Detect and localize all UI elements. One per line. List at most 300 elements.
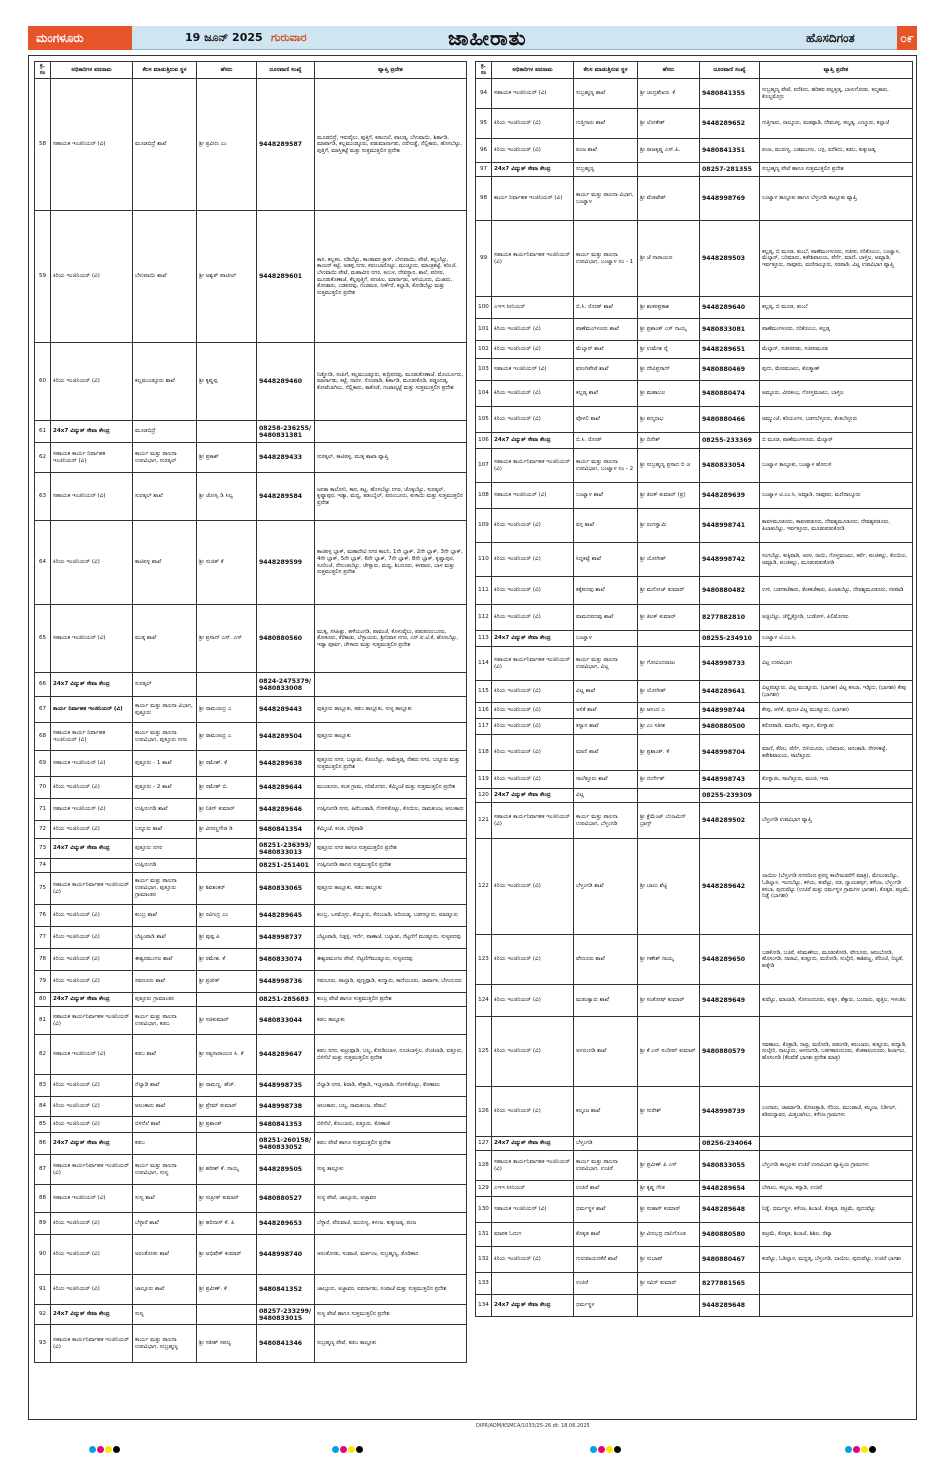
row-designation-cell: ಸಹಾಯಕ ಕಾರ್ಯನಿರ್ವಾಹಕ ಇಂಜಿನಿಯರ್ (ವಿ) xyxy=(492,803,574,839)
row-workplace-cell: ಉಜಿರೆ xyxy=(574,1273,638,1295)
row-workplace-cell: ಕಡಬ ಶಾಖೆ xyxy=(133,1035,197,1075)
table-row xyxy=(476,407,913,433)
row-sl-cell: 67 xyxy=(35,697,51,723)
row-name-cell: ಶ್ರೀ ಸುರೇಶ್ xyxy=(638,1087,700,1137)
header-designation: ಅಧಿಕಾರಿಗಳ ಪದನಾಮ xyxy=(492,62,574,79)
row-phone-cell: 08255-233369 xyxy=(700,433,760,449)
table-row xyxy=(35,1275,467,1305)
row-area-cell: ಬಿ ಮೂಡ, ಪಾಣೆಮಂಗಳೂರು, ಮೆಲ್ಕಾರ್ xyxy=(760,433,913,449)
row-workplace-cell: ಸವಣೂರು ಶಾಖೆ xyxy=(133,971,197,993)
row-sl-cell: 74 xyxy=(35,859,51,873)
yellow-dot xyxy=(105,1446,112,1453)
row-workplace-cell: ಕಾರ್ಯ ಮತ್ತು ಪಾಲನಾ ಉಪವಿಭಾಗ, ಸುಬ್ರಹ್ಮಣ್ಯ xyxy=(133,1325,197,1363)
table-row xyxy=(476,1273,913,1295)
row-workplace-cell: ಉಪ್ಪಿನಂಗಡಿ xyxy=(133,859,197,873)
row-sl-cell: 94 xyxy=(476,79,492,109)
row-name-cell: ಶ್ರೀ ಸಂತೋಷ್ ಕುಮಾರ್ xyxy=(638,985,700,1017)
row-designation-cell: ಸಹಾಯಕ ಕಾರ್ಯನಿರ್ವಾಹಕ ಇಂಜಿನಿಯರ್ (ವಿ) xyxy=(51,873,133,905)
row-name-cell: ಶ್ರೀ ಪದ್ಮನಾಭ xyxy=(638,407,700,433)
row-workplace-cell: ಬಿ.ಸಿ. ರೋಡ್ xyxy=(574,433,638,449)
row-phone-cell: 9448289642 xyxy=(700,839,760,935)
row-designation-cell: ಕಿರಿಯ ಇಂಜಿನಿಯರ್ (ವಿ) xyxy=(492,839,574,935)
row-workplace-cell: ಬಿಳಿನೆಲೆ ಶಾಖೆ xyxy=(133,1117,197,1133)
row-sl-cell: 115 xyxy=(476,681,492,703)
row-name-cell: ಶ್ರೀ ಹರಿದಾಸ್ ಕೆ. ಪಿ xyxy=(197,1213,257,1235)
cyan-dot xyxy=(332,1446,339,1453)
row-workplace-cell: ಫರಂಗಿಪೇಟೆ ಶಾಖೆ xyxy=(574,359,638,381)
row-designation-cell: ಮಾಪಕ ಓದುಗ xyxy=(492,1223,574,1247)
row-name-cell: ಶ್ರೀ ರಾಜಕೃಷ್ಣ ಎಸ್.ಪಿ. xyxy=(638,139,700,163)
table-row xyxy=(476,1295,913,1317)
row-designation-cell: ಕಿರಿಯ ಇಂಜಿನಿಯರ್ (ವಿ) xyxy=(492,139,574,163)
row-name-cell: ಶ್ರೀ ಅಭಿಷೇಕ್ ಕುಮಾರ್ xyxy=(197,1235,257,1275)
row-area-cell: ಕುವೆಟ್ಟು, ಓಡಿಲ್ನಾಳ, ಮದ್ದಡ್ಕ, ಬೆಳ್ತಂಗಡಿ, ಲಾಯಿಲ, ಪುದುವೆಟ್ಟು, ಉಜಿರೆ ಭಾಗಶಃ xyxy=(760,1247,913,1273)
row-name-cell: ಶ್ರೀ ದಿನೇಶ್ xyxy=(638,433,700,449)
row-sl-cell: 106 xyxy=(476,433,492,449)
row-phone-cell: 08258-236255/ 9480831381 xyxy=(257,421,315,443)
row-designation-cell: ಸಹಾಯಕ ಇಂಜಿನಿಯರ್ (ವಿ) xyxy=(51,605,133,673)
row-sl-cell: 79 xyxy=(35,971,51,993)
row-phone-cell: 9448289638 xyxy=(257,751,315,777)
row-designation-cell: ಕಿರಿಯ ಇಂಜಿನಿಯರ್ (ವಿ) xyxy=(51,211,133,343)
table-row xyxy=(35,751,467,777)
row-phone-cell: 08251-236393/ 9480833013 xyxy=(257,839,315,859)
row-name-cell: ಶ್ರೀ ನಿತಿನ್ ಕುಮಾರ್ xyxy=(197,799,257,821)
row-designation-cell: ಎಇಇ ಸೀನಿಯರ್ xyxy=(492,297,574,319)
row-name-cell: ಶ್ರೀ ವೀರಣ್ಣಗೌಡ ಡಿ xyxy=(197,821,257,839)
row-area-cell: ಸುಳ್ಯ ತಾಲ್ಲೂಕು xyxy=(315,1155,467,1185)
table-row xyxy=(476,177,913,221)
row-area-cell: ಕಾವಳಮೂಡೂರು, ಕಾವಳಪಡೂರು, ದೇವಶ್ಯಮೂಡೂರು, ದೇವಶ್ಯಪಡೂರು, ಪಿಲಾತಬೆಟ್ಟು, ಇರ್ವತ್ತೂರು, ಮೂಡುಪಡುಕೋಡಿ xyxy=(760,509,913,543)
row-designation-cell: ಕಿರಿಯ ಇಂಜಿನಿಯರ್ (ವಿ) xyxy=(51,777,133,799)
row-workplace-cell: ಗುರುವಾಯನಕೆರೆ ಶಾಖೆ xyxy=(574,1247,638,1273)
row-phone-cell: 9480841346 xyxy=(257,1325,315,1363)
row-area-cell: ಈಶ್ವರಮಂಗಲ ಪೇಟೆ, ನೆಟ್ಟಣಿಗೆಮುಡ್ನೂರು, ಸುಳ್ಯಪದವು xyxy=(315,949,467,971)
row-designation-cell: 24x7 ವಿದ್ಯುತ್ ಸೇವಾ ಕೇಂದ್ರ xyxy=(51,993,133,1007)
row-sl-cell: 75 xyxy=(35,873,51,905)
row-area-cell: ವಿಟ್ಲ ಉಪವಿಭಾಗ xyxy=(760,647,913,681)
row-phone-cell: 08251-260158/ 9480833052 xyxy=(257,1133,315,1155)
row-designation-cell: ಕಿರಿಯ ಇಂಜಿನಿಯರ್ (ವಿ) xyxy=(51,1075,133,1097)
table-row xyxy=(476,647,913,681)
table-row xyxy=(476,509,913,543)
row-name-cell: ಶ್ರೀ ಜೋಸ್ಸಿ ಡಿ ಸಿಲ್ವ xyxy=(197,473,257,521)
row-sl-cell: 126 xyxy=(476,1087,492,1137)
row-workplace-cell: ಕಾಟಿಪಳ್ಳ ಶಾಖೆ xyxy=(133,521,197,605)
row-name-cell: ಶ್ರೀ ಮನೋಜ್ ಕುಮಾರ್ xyxy=(638,577,700,605)
row-workplace-cell: ಕಾರ್ಯ ಮತ್ತು ಪಾಲನಾ ಉಪವಿಭಾಗ, ಬಂಟ್ವಾಳ ನಂ - 2 xyxy=(574,449,638,483)
row-area-cell: ಅಮ್ಮುಂಜೆ, ಕರಿಯಂಗಳ, ಬಡಗಬೆಳ್ಳೂರು, ತೆಂಕಬೆಳ್ಳೂರು xyxy=(760,407,913,433)
row-workplace-cell: ಅರಂತೋಡು ಶಾಖೆ xyxy=(133,1235,197,1275)
row-phone-cell: 0824-2475379/ 9480833008 xyxy=(257,673,315,697)
table-row xyxy=(35,905,467,927)
page-header xyxy=(28,26,917,50)
row-name-cell xyxy=(197,421,257,443)
row-area-cell xyxy=(315,673,467,697)
row-sl-cell: 104 xyxy=(476,381,492,407)
row-phone-cell: 9480833044 xyxy=(257,1007,315,1035)
row-name-cell xyxy=(638,1295,700,1317)
row-name-cell xyxy=(197,1133,257,1155)
row-workplace-cell: ಧರ್ಮಸ್ಥಳ xyxy=(574,1295,638,1317)
row-workplace-cell: ಜಾಲ್ಸೂರು ಶಾಖೆ xyxy=(133,1275,197,1305)
row-designation-cell: ಕಿರಿಯ ಇಂಜಿನಿಯರ್ (ವಿ) xyxy=(51,1097,133,1117)
row-name-cell: ಶ್ರೀ ಬಾಲು ಶೆಟ್ಟಿ xyxy=(638,839,700,935)
table-row xyxy=(476,381,913,407)
row-sl-cell: 101 xyxy=(476,319,492,341)
row-workplace-cell: ವೇಣೂರು ಶಾಖೆ xyxy=(574,935,638,985)
row-designation-cell: 24x7 ವಿದ್ಯುತ್ ಸೇವಾ ಕೇಂದ್ರ xyxy=(492,789,574,803)
row-workplace-cell: ಬೆಳ್ತಂಗಡಿ xyxy=(574,1137,638,1151)
row-designation-cell: ಸಹಾಯಕ ಇಂಜಿನಿಯರ್ (ವಿ) xyxy=(51,473,133,521)
row-area-cell: ನಿಡ್ಲೆ, ಧರ್ಮಸ್ಥಳ, ಕಳೆಂಜ, ಶಿಬಾಜೆ, ಕೊಕ್ಕಡ, ಪಟ್ರಮೆ, ಪುದುವೆಟ್ಟು xyxy=(760,1197,913,1223)
table-row xyxy=(476,543,913,577)
row-sl-cell: 91 xyxy=(35,1275,51,1305)
table-row xyxy=(35,673,467,697)
registration-marks xyxy=(845,1438,877,1448)
row-phone-cell: 9480833065 xyxy=(257,873,315,905)
row-workplace-cell: ಸುಬ್ರಹ್ಮಣ್ಯ ಶಾಖೆ xyxy=(574,79,638,109)
row-name-cell: ಶ್ರೀ ಸುಜಿತ್ ಕೆ xyxy=(197,521,257,605)
row-area-cell: ಕಾಟಿಪಳ್ಳ ಬ್ಲಾಕ್, ಮಹಾದೇವಿ ನಗರ ಕಾಲನಿ, 1ನೇ ಬ್ಲಾಕ್, 2ನೇ ಬ್ಲಾಕ್, 3ನೇ ಬ್ಲಾಕ್, 4ನೇ ಬ್ಲಾಕ್, 5ನೇ ಬ್ಲಾಕ್, 6ನೇ ಬ್ಲಾಕ್, 7ನೇ ಬ್ಲಾಕ್, 8ನೇ ಬ್ಲಾಕ್, ಕೃಷ್ಣಾಪುರ, ಸೂರಿಂಜೆ, ದೇಲಂತಬೆಟ್ಟು, ಚೇಳ್ಯಾರು, ಮಧ್ಯ, ಶಿಬರೂರು, ಕಳವಾರು, ಬಾಳ ಮತ್ತು ಸುತ್ತಮುತ್ತಲಿನ ಪ್ರದೇಶ xyxy=(315,521,467,605)
row-designation-cell: ಕಿರಿಯ ಇಂಜಿನಿಯರ್ (ವಿ) xyxy=(492,577,574,605)
row-phone-cell: 9448289584 xyxy=(257,473,315,521)
row-area-cell: ಬೆಳ್ತಂಗಡಿ ಉಪವಿಭಾಗ ವ್ಯಾಪ್ತಿ xyxy=(760,803,913,839)
table-row xyxy=(35,1325,467,1363)
row-name-cell: ಶ್ರೀ ಉಮೇಶ ರೈ xyxy=(638,341,700,359)
row-phone-cell: 08256-234064 xyxy=(700,1137,760,1151)
row-area-cell: ನೆಲ್ಯಾಡಿ ನಗರ, ಶಿರಾಡಿ, ಕೌಕ್ರಾಡಿ, ಇಚ್ಲಂಪಾಡಿ, ಗೋಳಿತೊಟ್ಟು, ಕೊಣಾಲು xyxy=(315,1075,467,1097)
row-designation-cell: ಕಿರಿಯ ಇಂಜಿನಿಯರ್ (ವಿ) xyxy=(51,1275,133,1305)
row-area-cell: ಬಿಳಿನೆಲೆ, ಕೊಂಬಾರು, ಐತ್ತೂರು, ಕೊಣಾಜೆ xyxy=(315,1117,467,1133)
row-area-cell: ಸವಣಾಲು, ಕೊಕ್ರಾಡಿ, ನಾವ್ರ, ಮರೋಡಿ, ಪಡಂಗಡಿ, ಕರಂಬಾರು, ಕುತ್ಲೂರು, ಕುದ್ಯಾಡಿ, ಸುಲ್ಕೇರಿ, ನಾಲ್ಕೂರು, ಅಳದಂಗಡಿ, ಬಡಗಕಾರಂದೂರು, ತೆಂಕಕಾರಂದೂರು, ಶಿರ್ಲಾಲು, ಹೊಸಂಗಡಿ (ಕೆಲವೆಡೆ ಭಾಗಶಃ ಪ್ರದೇಶ ಮಾತ್ರ) xyxy=(760,1017,913,1087)
row-area-cell: ಸವಣೂರು, ಪಾಲ್ತಾಡಿ, ಪುಣ್ಚಪ್ಪಾಡಿ, ಕುದ್ಮಾರು, ಕಾಣಿಯೂರು, ಚಾರ್ವಾಕ, ಬೆಳಂದೂರು xyxy=(315,971,467,993)
row-designation-cell: ಸಹಾಯಕ ಕಾರ್ಯ ನಿರ್ವಾಹಕ ಇಂಜಿನಿಯರ್ (ವಿ) xyxy=(51,443,133,473)
row-area-cell: ಕುಂಬ್ರ, ಒಳಮೊಗ್ರು, ಕೆಯ್ಯೂರು, ಕೆದಂಬಾಡಿ, ಅರಿಯಡ್ಕ, ಬಡಗನ್ನೂರು, ಮಾಡ್ನೂರು xyxy=(315,905,467,927)
row-phone-cell: 9480833055 xyxy=(700,1151,760,1181)
row-sl-cell: 83 xyxy=(35,1075,51,1097)
row-workplace-cell: ಕಲ್ಮಂಜ ಶಾಖೆ xyxy=(574,1087,638,1137)
row-sl-cell: 97 xyxy=(476,163,492,177)
row-workplace-cell: ಬೆಟ್ಟಂಪಾಡಿ ಶಾಖೆ xyxy=(133,927,197,949)
black-dot xyxy=(113,1446,120,1453)
row-workplace-cell: ಪುತ್ತೂರು - 1 ಶಾಖೆ xyxy=(133,751,197,777)
row-sl-cell: 131 xyxy=(476,1223,492,1247)
row-area-cell: ಸುಬ್ರಹ್ಮಣ್ಯ ಪೇಟೆ ಹಾಗೂ ಸುತ್ತಮುತ್ತಲಿನ ಪ್ರದೇಶ xyxy=(760,163,913,177)
row-phone-cell: 9480880469 xyxy=(700,359,760,381)
row-designation-cell: ಸಹಾಯಕ ಇಂಜಿನಿಯರ್ (ವಿ) xyxy=(51,799,133,821)
row-workplace-cell: ಕಾರ್ಯ ಮತ್ತು ಪಾಲನಾ ವಿಭಾಗ, ಪುತ್ತೂರು xyxy=(133,697,197,723)
row-name-cell: ಶ್ರೀ ಪ್ರೇಮ್ ಕುಮಾರ್ xyxy=(197,1097,257,1117)
row-workplace-cell: ಅಳದಂಗಡಿ ಶಾಖೆ xyxy=(574,1017,638,1087)
row-phone-cell: 9448289639 xyxy=(700,483,760,509)
cyan-dot xyxy=(89,1446,96,1453)
row-sl-cell: 96 xyxy=(476,139,492,163)
table-row xyxy=(476,163,913,177)
row-sl-cell: 110 xyxy=(476,543,492,577)
row-designation-cell: 24x7 ವಿದ್ಯುತ್ ಸೇವಾ ಕೇಂದ್ರ xyxy=(492,1295,574,1317)
row-designation-cell: 24x7 ವಿದ್ಯುತ್ ಸೇವಾ ಕೇಂದ್ರ xyxy=(492,163,574,177)
header-name: ಹೆಸರು xyxy=(638,62,700,79)
row-area-cell: ಉಪ್ಪಿನಂಗಡಿ ನಗರ, ಹಿರೆಬಂಡಾಡಿ, ಗೋಳಿತೊಟ್ಟು, ಕೊಯಿಲ, ರಾಮಕುಂಜ, ಆಲಂಕಾರು xyxy=(315,799,467,821)
row-phone-cell: 08257-281355 xyxy=(700,163,760,177)
row-name-cell: ಶ್ರೀ ಪ್ರಶಾಂತ್ ಎಸ್ ನಾಯ್ಕ xyxy=(638,319,700,341)
table-row xyxy=(476,483,913,509)
row-area-cell: ಸುಳ್ಯ ಪೇಟೆ ಹಾಗೂ ಸುತ್ತಮುತ್ತಲಿನ ಪ್ರದೇಶ xyxy=(315,1305,467,1325)
row-phone-cell: 9448289587 xyxy=(257,79,315,211)
row-phone-cell: 9480841353 xyxy=(257,1117,315,1133)
row-name-cell: ಶ್ರೀ ಯೋಗೀಶ್ xyxy=(638,543,700,577)
table-row xyxy=(476,985,913,1017)
row-designation-cell: ಸಹಾಯಕ ಇಂಜಿನಿಯರ್ (ವಿ) xyxy=(492,1197,574,1223)
row-sl-cell: 61 xyxy=(35,421,51,443)
row-area-cell: ಪುತ್ತೂರು ನಗರ ಹಾಗೂ ಸುತ್ತಮುತ್ತಲಿನ ಪ್ರದೇಶ xyxy=(315,839,467,859)
row-sl-cell: 117 xyxy=(476,719,492,735)
row-designation-cell: ಕಿರಿಯ ಇಂಜಿನಿಯರ್ (ವಿ) xyxy=(492,1017,574,1087)
row-sl-cell: 89 xyxy=(35,1213,51,1235)
row-sl-cell: 69 xyxy=(35,751,51,777)
row-designation-cell: ಸಹಾಯಕ ಕಾರ್ಯನಿರ್ವಾಹಕ ಇಂಜಿನಿಯರ್ (ವಿ) xyxy=(492,1151,574,1181)
row-designation-cell: ಸಹಾಯಕ ಕಾರ್ಯನಿರ್ವಾಹಕ ಇಂಜಿನಿಯರ್ (ವಿ) xyxy=(492,221,574,297)
row-workplace-cell: ಮಡಂತ್ಯಾರು ಶಾಖೆ xyxy=(574,985,638,1017)
table-row xyxy=(476,703,913,719)
row-name-cell xyxy=(197,673,257,697)
row-sl-cell: 128 xyxy=(476,1151,492,1181)
row-phone-cell: 9480841352 xyxy=(257,1275,315,1305)
date-label: 19 ಜೂನ್ 2025 xyxy=(185,31,263,44)
row-sl-cell: 114 xyxy=(476,647,492,681)
row-phone-cell: 9448289646 xyxy=(257,799,315,821)
row-name-cell: ಶ್ರೀ ರಂಗಸ್ವಾಮಿ xyxy=(638,509,700,543)
row-workplace-cell: ಬಂಟ್ವಾಳ ಶಾಖೆ xyxy=(574,483,638,509)
row-workplace-cell: ಗುತ್ತಿಗಾರು ಶಾಖೆ xyxy=(574,109,638,139)
table-row xyxy=(35,859,467,873)
registration-marks xyxy=(590,1438,622,1448)
row-designation-cell xyxy=(492,1273,574,1295)
row-name-cell xyxy=(197,839,257,859)
black-dot xyxy=(614,1446,621,1453)
table-row xyxy=(476,719,913,735)
row-phone-cell: 9448289647 xyxy=(257,1035,315,1075)
row-phone-cell: 9480880500 xyxy=(700,719,760,735)
row-designation-cell: ಕಿರಿಯ ಇಂಜಿನಿಯರ್ (ವಿ) xyxy=(51,971,133,993)
row-phone-cell: 9480880560 xyxy=(257,605,315,673)
header-workplace: ಕೆಲಸ ಮಾಡುತ್ತಿರುವ ಸ್ಥಳ xyxy=(133,62,197,79)
row-designation-cell: ಕಿರಿಯ ಇಂಜಿನಿಯರ್ (ವಿ) xyxy=(51,1213,133,1235)
row-sl-cell: 100 xyxy=(476,297,492,319)
row-sl-cell: 71 xyxy=(35,799,51,821)
dipr-code: DIPR/ADM/KSMCA/1033/25-26 dt: 18.06.2025 xyxy=(476,1423,590,1429)
yellow-dot xyxy=(348,1446,355,1453)
row-designation-cell: 24x7 ವಿದ್ಯುತ್ ಸೇವಾ ಕೇಂದ್ರ xyxy=(492,1137,574,1151)
table-row xyxy=(476,319,913,341)
row-workplace-cell: ನೆಲ್ಯಾಡಿ ಶಾಖೆ xyxy=(133,1075,197,1097)
row-area-cell: ಕಲ್ಲಡ್ಕ, ಬಿ ಮೂಡ, ತುಂಬೆ xyxy=(760,297,913,319)
row-area-cell: ಕುವೆಟ್ಟು, ಮಾಲಾಡಿ, ಸೋಣಂದೂರು, ಕುಕ್ಕಳ, ತೆಕ್ಕಾರು, ಬಂದಾರು, ಪುತ್ತಿಲ, ಇಳಂತಿಲ xyxy=(760,985,913,1017)
row-workplace-cell: ಮೂಡಬಿದ್ರೆ ಶಾಖೆ xyxy=(133,79,197,211)
row-area-cell: ಬಂಟ್ವಾಳ ಟಿ.ಎಂ.ಸಿ. xyxy=(760,631,913,647)
row-name-cell: ಶ್ರೀ ಸತೀಶ್ ಸಪಲ್ಯ xyxy=(197,1325,257,1363)
row-designation-cell: ಕಿರಿಯ ಇಂಜಿನಿಯರ್ (ವಿ) xyxy=(492,985,574,1017)
row-sl-cell: 118 xyxy=(476,735,492,771)
table-row xyxy=(35,927,467,949)
row-phone-cell: 9448289644 xyxy=(257,777,315,799)
row-workplace-cell: ಪುತ್ತೂರು ಗ್ರಾಮಾಂತರ xyxy=(133,993,197,1007)
row-sl-cell: 90 xyxy=(35,1235,51,1275)
row-designation-cell: ಕಾರ್ಯ ನಿರ್ವಾಹಕ ಇಂಜಿನಿಯರ್ (ವಿ) xyxy=(492,177,574,221)
row-phone-cell: 9448998740 xyxy=(257,1235,315,1275)
magenta-dot xyxy=(853,1446,860,1453)
row-area-cell: ಲಾಯಿಲ (ಬೆಳ್ತಂಗಡಿ ನಗರದಿಂದ ಪ್ರಸನ್ನ ಕಾಲೇಜುವರೆಗೆ ಮಾತ್ರ), ಮೇಲಂತಬೆಟ್ಟು, ಓಡಿಲ್ನಾಳ, ಇಂದಬೆಟ್ಟು, ಕಳಿಯ, ಕುವೆಟ್ಟು, ನಡ, ನ್ಯಾಯತರ್ಪು, ಕಳೆಂಜ, ಬೆಳ್ತಂಗಡಿ ಕಸಬಾ, ಪುದುವೆಟ್ಟು (ಉಜಿರೆ ಮತ್ತು ಧರ್ಮಸ್ಥಳ ಗ್ರಾಮಗಳ ಭಾಗಶಃ), ಕೊಕ್ಕಡ, ಪಟ್ರಮೆ, ನಿಡ್ಲೆ (ಭಾಗಶಃ) xyxy=(760,839,913,935)
row-area-cell: ಮುಕ್ಕ, ಸಸಿಹಿತ್ಲು, ಹಳೆಯಂಗಡಿ, ಪಾವಂಜೆ, ಕೊಳುವೈಲು, ಪಡುಪಣಂಬೂರು, ತೋಕೂರು, ಕೆರೆಕಾಡು, ಬೆಳ್ಳಾಯರು, ಶ್ರೀನಿವಾಸ ನಗರ, ಎನ್.ಐ.ಟಿ.ಕೆ, ಹೊಸಬೆಟ್ಟು, ಇಡ್ಯಾ ಪೂರ್ವ, ಚೇಳಾರು ಮತ್ತು ಸುತ್ತಮುತ್ತಲಿನ ಪ್ರದೇಶ xyxy=(315,605,467,673)
table-row xyxy=(476,109,913,139)
table-row xyxy=(476,839,913,935)
row-area-cell: ಕೇಪು, ಅಳಿಕೆ, ಪುಣಚ ವಿಟ್ಲ ಮುಡ್ನೂರು, (ಭಾಗಶಃ) xyxy=(760,703,913,719)
row-sl-cell: 134 xyxy=(476,1295,492,1317)
magenta-dot xyxy=(97,1446,104,1453)
header-name: ಹೆಸರು xyxy=(197,62,257,79)
officer-table-left xyxy=(34,61,467,1363)
row-name-cell xyxy=(197,993,257,1007)
row-name-cell xyxy=(638,163,700,177)
row-area-cell: ಬೆಳ್ತಂಗಡಿ ತಾಲ್ಲೂಕು ಉಜಿರೆ ಉಪವಿಭಾಗ ವ್ಯಾಪ್ತಿಯ ಗ್ರಾಮಗಳು xyxy=(760,1151,913,1181)
table-row xyxy=(476,789,913,803)
row-area-cell: ಸುಬ್ರಹ್ಮಣ್ಯ ಪೇಟೆ, ಕಡಬ ತಾಲ್ಲೂಕು xyxy=(315,1325,467,1363)
table-row xyxy=(476,359,913,381)
table-row xyxy=(35,993,467,1007)
row-designation-cell: ಸಹಾಯಕ ಇಂಜಿನಿಯರ್ (ವಿ) xyxy=(51,1035,133,1075)
row-sl-cell: 62 xyxy=(35,443,51,473)
row-sl-cell: 64 xyxy=(35,521,51,605)
row-sl-cell: 88 xyxy=(35,1185,51,1213)
row-designation-cell: ಕಿರಿಯ ಇಂಜಿನಿಯರ್ (ವಿ) xyxy=(492,319,574,341)
row-workplace-cell: ಸುರತ್ಕಲ್ ಶಾಖೆ xyxy=(133,473,197,521)
row-sl-cell: 72 xyxy=(35,821,51,839)
table-row xyxy=(476,935,913,985)
row-workplace-cell: ಮೆಲ್ಕಾರ್ ಶಾಖೆ xyxy=(574,341,638,359)
row-name-cell: ಶ್ರೀ ಸವಿನ್ ಕುಮಾರ್ xyxy=(638,1273,700,1295)
table-row xyxy=(35,343,467,421)
row-designation-cell: ಕಿರಿಯ ಇಂಜಿನಿಯರ್ (ವಿ) xyxy=(492,407,574,433)
row-name-cell: ಶ್ರೀ ರಾಮಣ್ಣ. ಹೆಚ್. xyxy=(197,1075,257,1097)
table-row xyxy=(476,577,913,605)
header-phone: ದೂರವಾಣಿ ಸಂಖ್ಯೆ xyxy=(700,62,760,79)
row-name-cell xyxy=(197,1305,257,1325)
row-area-cell: ಮೂಡಬಿದ್ರೆ, ಇರುವೈಲು, ಪುತ್ತಿಗೆ, ಕಡಂದಲೆ, ಪಾಲಡ್ಕ, ಬೆಳುವಾಯಿ, ಶಿರ್ತಾಡಿ, ಮಾರ್ಪಾಡಿ, ಕಲ್ಲಮುಂಡ್ಕೂರು, ಪಡುಮಾರ್ನಾಡು, ದರೆಗುಡ್ಡೆ, ನೆಲ್ಲಿಕಾರು, ಹೊಸಬೆಟ್ಟು, ಪುತ್ತಿಗೆ, ಮಾಸ್ತಿಕಟ್ಟೆ ಮತ್ತು ಸುತ್ತಮುತ್ತಲಿನ ಪ್ರದೇಶ xyxy=(315,79,467,211)
header-sl: ಕ್ರ. ಸಂ xyxy=(35,62,51,79)
row-name-cell: ಶ್ರೀ ಪ್ರಶಾಂತ್. ಕೆ xyxy=(638,735,700,771)
row-name-cell: ಶ್ರೀ ಪ್ರಸಾದ್ ಎಸ್. ಎಸ್ xyxy=(197,605,257,673)
row-name-cell: ಶ್ರೀ ಪ್ರಜೀತ್ xyxy=(197,971,257,993)
header-sl: ಕ್ರ. ಸಂ xyxy=(476,62,492,79)
row-workplace-cell: ಬೆಳ್ತಂಗಡಿ ಶಾಖೆ xyxy=(574,839,638,935)
row-designation-cell: ಕಿರಿಯ ಇಂಜಿನಿಯರ್ (ವಿ) xyxy=(51,905,133,927)
row-area-cell: ಆಲಂಕಾರು, ಬಲ್ಯ, ರಾಮಕುಂಜ, ಪೆರಾಬೆ xyxy=(315,1097,467,1117)
city-label: ಮಂಗಳೂರು xyxy=(28,26,132,50)
row-name-cell: ಶ್ರೀ ಪ್ರಶಾಂತ್ xyxy=(197,1117,257,1133)
row-sl-cell: 87 xyxy=(35,1155,51,1185)
row-designation-cell: ಸಹಾಯಕ ಇಂಜಿನಿಯರ್ (ವಿ) xyxy=(492,359,574,381)
row-sl-cell: 123 xyxy=(476,935,492,985)
row-phone-cell: 9448289653 xyxy=(257,1213,315,1235)
row-name-cell: ಶ್ರೀ ಶಿವಶಂಕರ್ xyxy=(197,873,257,905)
left-table-body xyxy=(35,79,467,1363)
row-workplace-cell: ಮುಕ್ಕ ಶಾಖೆ xyxy=(133,605,197,673)
cyan-dot xyxy=(845,1446,852,1453)
row-sl-cell: 92 xyxy=(35,1305,51,1325)
row-sl-cell: 66 xyxy=(35,673,51,697)
table-row xyxy=(476,449,913,483)
row-phone-cell: 9448289649 xyxy=(700,985,760,1017)
row-area-cell: ಅಮ್ಟೂರು, ವೀರಕಂಭ, ಗೋಳ್ತಮಜಲು, ಬಾಳ್ತಿಲ xyxy=(760,381,913,407)
row-name-cell: ಶ್ರೀ ವೀರಭದ್ರ ದಾನಿಗೊಂಡ xyxy=(638,1223,700,1247)
right-table-body xyxy=(476,79,913,1317)
row-phone-cell: 9448998769 xyxy=(700,177,760,221)
newspaper-brand: ಹೊಸದಿಗಂತ xyxy=(806,31,855,45)
row-area-cell: ಪಂಜ, ಮುರುಳ್ಯ, ಎಡಮಂಗಲ, ಬಳ್ಪ, ಐನೆಕಿದು, ಕಡಬ, ಕುಕ್ಕುಜಡ್ಕ xyxy=(760,139,913,163)
row-area-cell: ಬೆಳಾಲು, ಕಲ್ಮಂಜ, ಕನ್ಯಾಡಿ, ಉಜಿರೆ xyxy=(760,1181,913,1197)
row-name-cell: ಶ್ರೀ ದುರ್ಗೇಶ್ xyxy=(638,771,700,789)
row-designation-cell: ಸಹಾಯಕ ಕಾರ್ಯನಿರ್ವಾಹಕ ಇಂಜಿನಿಯರ್ (ವಿ) xyxy=(492,647,574,681)
magenta-dot xyxy=(598,1446,605,1453)
row-phone-cell: 9448289601 xyxy=(257,211,315,343)
row-area-cell xyxy=(760,1273,913,1295)
row-sl-cell: 76 xyxy=(35,905,51,927)
header-phone: ದೂರವಾಣಿ ಸಂಖ್ಯೆ xyxy=(257,62,315,79)
row-sl-cell: 58 xyxy=(35,79,51,211)
row-name-cell: ಶ್ರೀ ಯೋಗೀಶ್ xyxy=(638,681,700,703)
row-workplace-cell: ಕಾರ್ಯ ಮತ್ತು ಪಾಲನಾ ಉಪವಿಭಾಗ, ಪುತ್ತೂರು ನಗರ xyxy=(133,723,197,751)
row-workplace-cell: ಕಾರ್ಯ ಮತ್ತು ಪಾಲನಾ ಉಪವಿಭಾಗ, ಉಜಿರೆ xyxy=(574,1151,638,1181)
row-area-cell: ಉಪ್ಪಿನಂಗಡಿ ಹಾಗೂ ಸುತ್ತಮುತ್ತಲಿನ ಪ್ರದೇಶ xyxy=(315,859,467,873)
row-phone-cell: 9448998739 xyxy=(700,1087,760,1137)
row-phone-cell: 9448998742 xyxy=(700,543,760,577)
row-sl-cell: 78 xyxy=(35,949,51,971)
row-designation-cell: ಕಿರಿಯ ಇಂಜಿನಿಯರ್ (ವಿ) xyxy=(492,1247,574,1273)
row-workplace-cell: ಕಾರ್ಯ ಮತ್ತು ಪಾಲನಾ ಉಪವಿಭಾಗ, ಪುತ್ತೂರು ಗ್ರಾಮಾಂತರ xyxy=(133,873,197,905)
row-area-cell: ಸುಳ್ಯ ಪೇಟೆ, ಜಾಲ್ಸೂರು, ಅಜ್ಜಾವರ xyxy=(315,1185,467,1213)
row-name-cell: ಶ್ರೀ ಸುಹಾಸ್ ಕುಮಾರ್ xyxy=(638,1197,700,1223)
row-area-cell: ಪಾಣೆಮಂಗಳೂರು, ನರಿಕೊಂಬು, ಕಲ್ಲಡ್ಕ xyxy=(760,319,913,341)
row-designation-cell: 24x7 ವಿದ್ಯುತ್ ಸೇವಾ ಕೇಂದ್ರ xyxy=(51,421,133,443)
row-sl-cell: 68 xyxy=(35,723,51,751)
row-sl-cell: 132 xyxy=(476,1247,492,1273)
table-row xyxy=(476,341,913,359)
row-sl-cell: 119 xyxy=(476,771,492,789)
row-sl-cell: 85 xyxy=(35,1117,51,1133)
row-name-cell: ಶ್ರೀ ಕೆ ಎಸ್ ಸಂದೀಪ್ ಕುಮಾರ್ xyxy=(638,1017,700,1087)
table-row xyxy=(35,1075,467,1097)
table-row xyxy=(35,1213,467,1235)
row-workplace-cell: ಸುಳ್ಯ xyxy=(133,1305,197,1325)
row-name-cell: ಶ್ರೀ ಸುಬ್ರಹ್ಮಣ್ಯ ಪ್ರಸಾದ ಬಿ ಚ xyxy=(638,449,700,483)
row-name-cell: ಶ್ರೀ ಸುಭಾಷ್ xyxy=(638,1247,700,1273)
row-sl-cell: 95 xyxy=(476,109,492,139)
row-phone-cell: 9480841355 xyxy=(700,79,760,109)
row-workplace-cell: ಧರ್ಮಸ್ಥಳ ಶಾಖೆ xyxy=(574,1197,638,1223)
row-workplace-cell: ಕನ್ಯಾನ ಶಾಖೆ xyxy=(574,719,638,735)
row-workplace-cell: ವಿಟ್ಲ xyxy=(574,789,638,803)
row-name-cell: ಶ್ರೀ ಪ್ರಕಾಶ್ xyxy=(197,443,257,473)
registration-marks xyxy=(332,1438,364,1448)
row-phone-cell: 9448289505 xyxy=(257,1155,315,1185)
row-name-cell: ಶ್ರೀ ರಮೇಶ. ಕೆ xyxy=(197,949,257,971)
row-phone-cell: 08257-233299/ 9480833015 xyxy=(257,1305,315,1325)
table-row xyxy=(35,821,467,839)
row-phone-cell: 9448289503 xyxy=(700,221,760,297)
row-phone-cell: 9448289433 xyxy=(257,443,315,473)
row-area-cell: ಕಡಬ ನಗರ, ಕುಟ್ರುಪ್ಪಾಡಿ, ಬಲ್ಯ, ಕೋಡಿಂಬಾಳ, ನೂಜಿಬಾಳ್ತಿಲ, ರೆಂಜಿಲಾಡಿ, ಐತ್ತೂರು, ಬಿಳಿನೆಲೆ ಮತ್ತು ಸುತ್ತಮುತ್ತಲಿನ ಪ್ರದೇಶ xyxy=(315,1035,467,1075)
